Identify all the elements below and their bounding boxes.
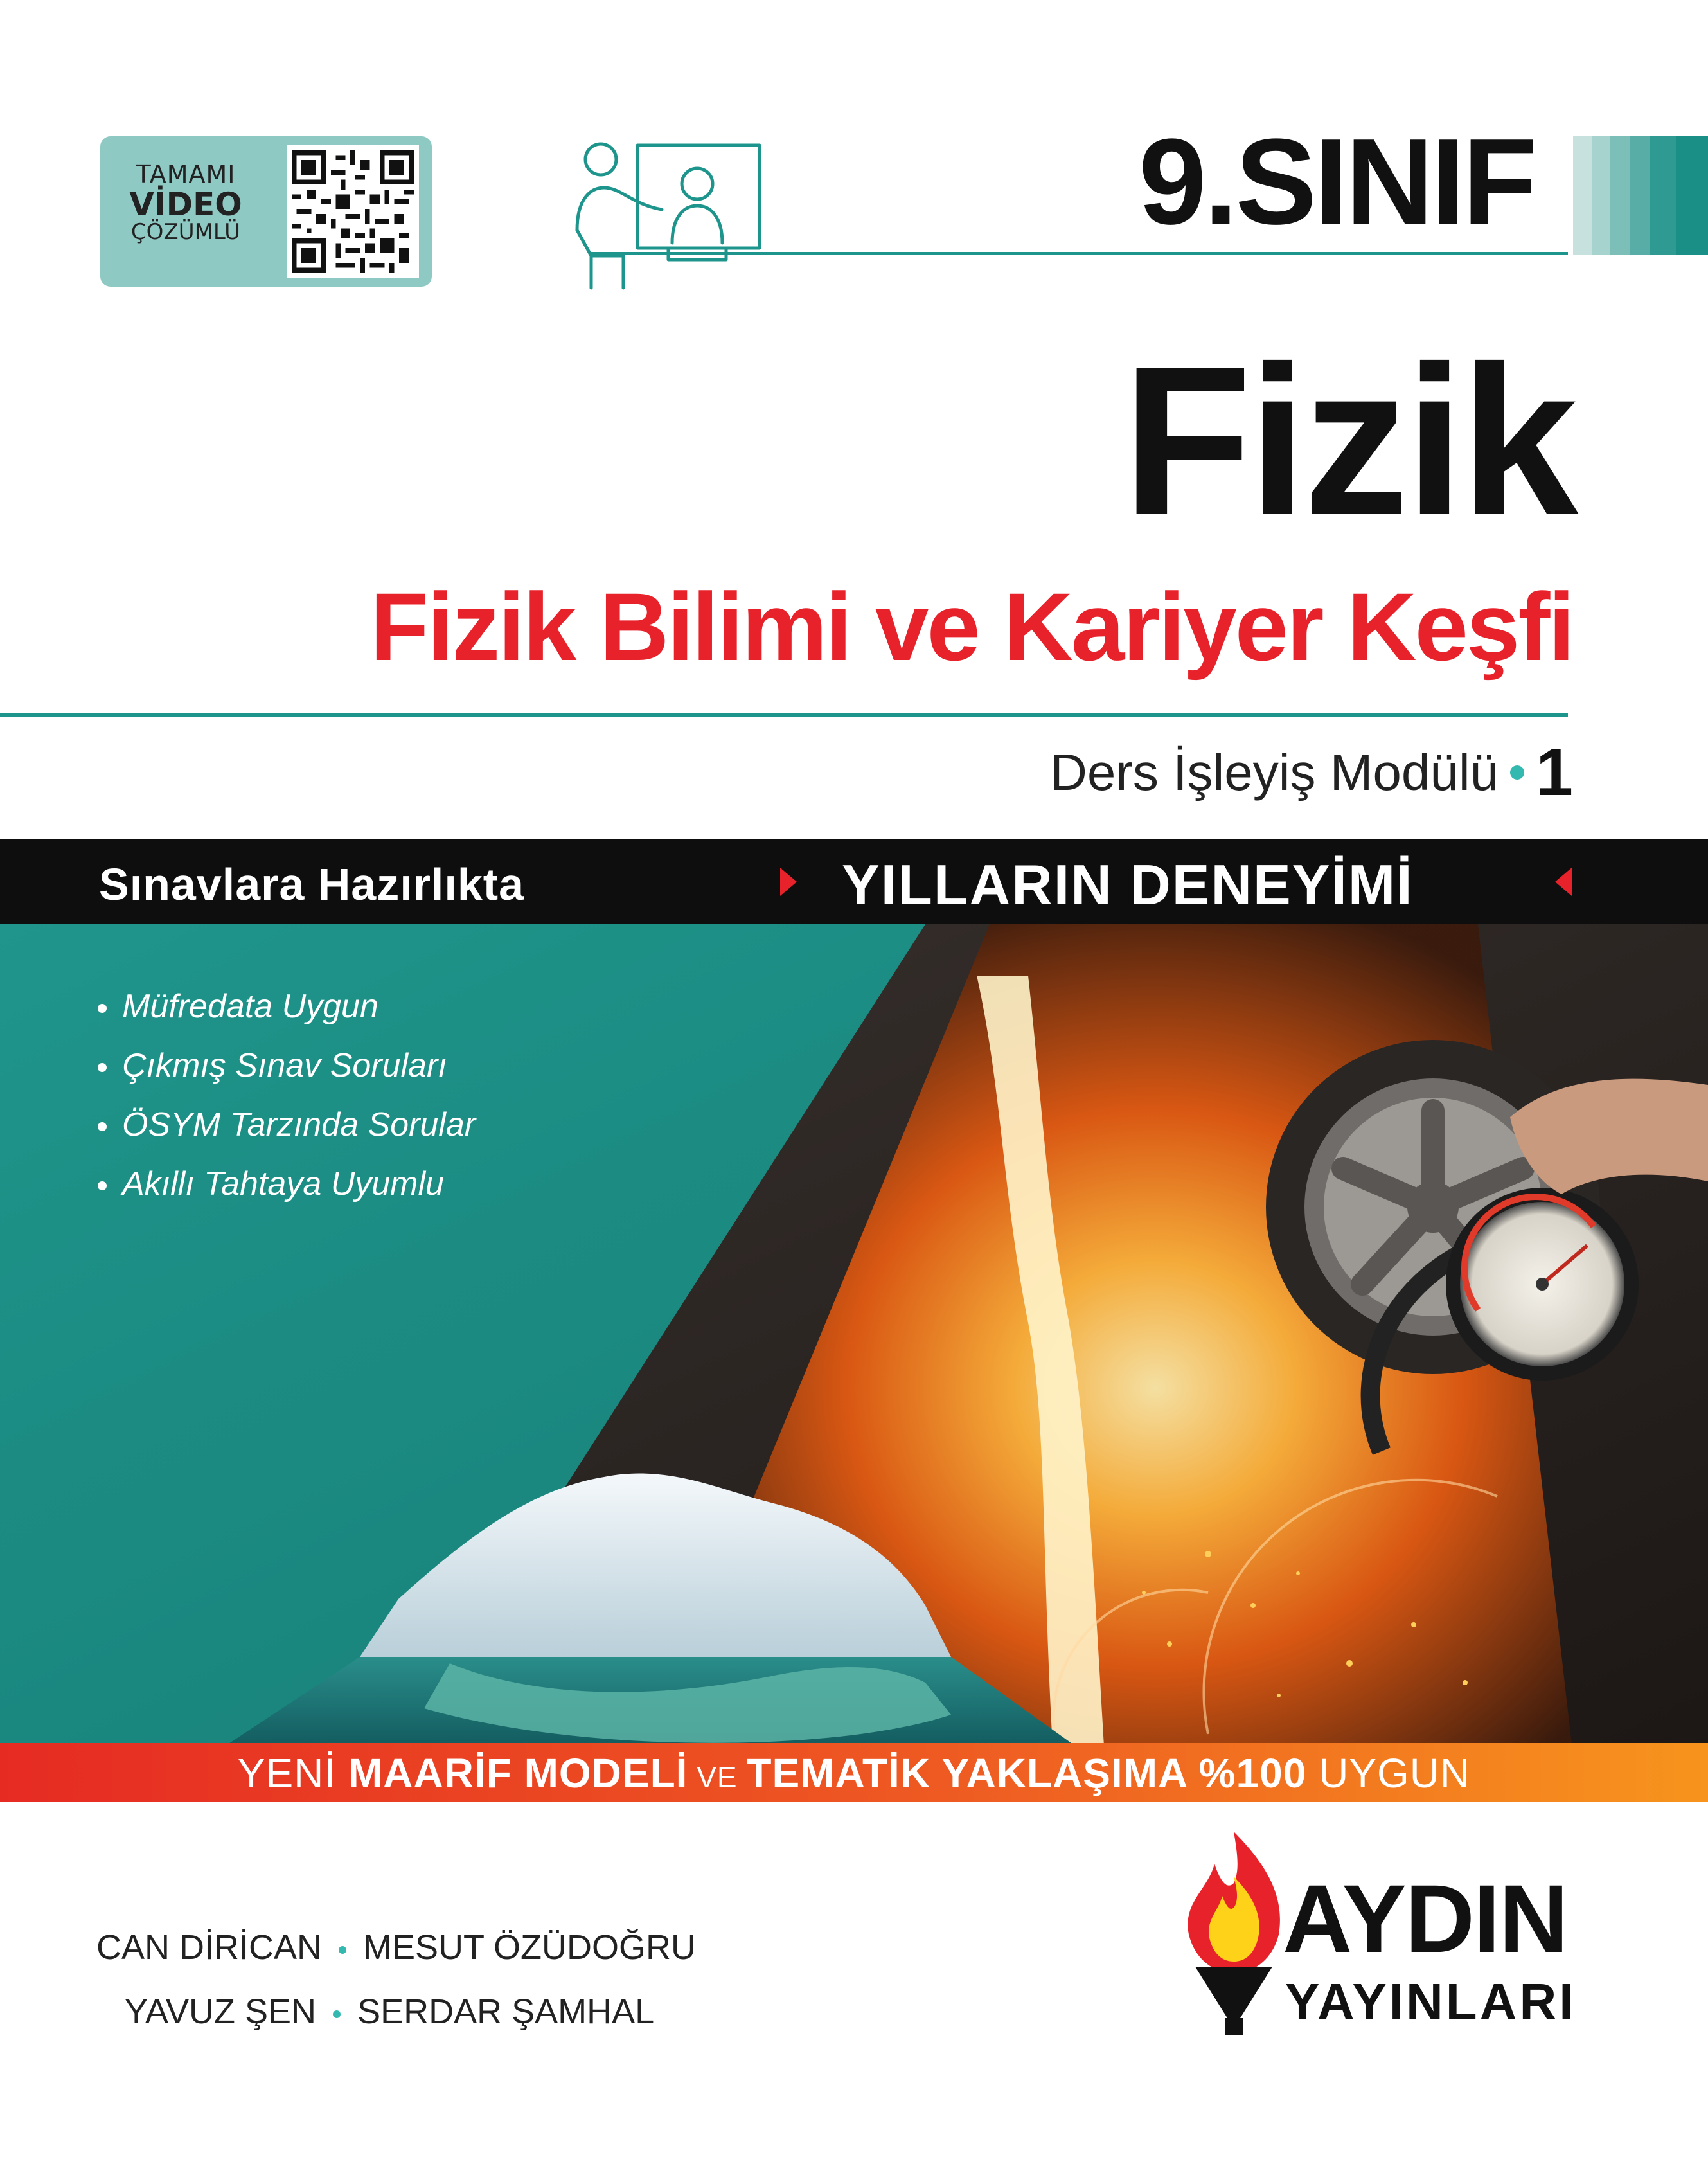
title-divider bbox=[0, 713, 1568, 717]
promo-part-4: TEMATİK YAKLAŞIMA %100 bbox=[746, 1750, 1307, 1796]
feature-list bbox=[98, 977, 476, 1213]
feature-item bbox=[98, 1095, 476, 1154]
video-solution-badge bbox=[100, 136, 432, 287]
feature-text: Müfredata Uygun bbox=[122, 988, 378, 1025]
bullet-icon bbox=[98, 1004, 107, 1013]
author-name: SERDAR ŞAMHAL bbox=[357, 1992, 655, 2031]
module-number: 1 bbox=[1536, 735, 1573, 810]
feature-item bbox=[98, 977, 476, 1036]
qr-code-icon[interactable] bbox=[287, 145, 419, 278]
author-name: CAN DİRİCAN bbox=[96, 1928, 323, 1967]
module-line bbox=[1050, 735, 1573, 810]
stripe-4 bbox=[1630, 136, 1650, 255]
badge-line-1: TAMAMI bbox=[136, 160, 236, 188]
stripe-2 bbox=[1592, 136, 1610, 255]
stripe-3 bbox=[1610, 136, 1630, 255]
author-list bbox=[96, 1915, 696, 2044]
stripe-1 bbox=[1573, 136, 1592, 255]
book-title: Fizik bbox=[1122, 321, 1574, 559]
author-name: YAVUZ ŞEN bbox=[125, 1992, 317, 2031]
module-dot-icon bbox=[1510, 765, 1524, 780]
badge-text bbox=[118, 162, 253, 244]
promo-part-1: YENİ bbox=[237, 1750, 348, 1796]
promo-text bbox=[0, 1749, 1708, 1797]
bullet-icon bbox=[98, 1063, 107, 1072]
grade-title: 9.SINIF bbox=[1138, 114, 1535, 250]
author-row-2 bbox=[96, 1980, 696, 2044]
feature-item bbox=[98, 1154, 476, 1213]
feature-item bbox=[98, 1036, 476, 1095]
top-divider bbox=[591, 252, 1568, 255]
color-stripes bbox=[1573, 136, 1708, 255]
separator-dot-icon bbox=[339, 1946, 346, 1954]
publisher-name: AYDIN bbox=[1283, 1864, 1567, 1972]
author-row-1 bbox=[96, 1915, 696, 1980]
badge-line-2: VİDEO bbox=[129, 185, 242, 223]
bullet-icon bbox=[98, 1181, 107, 1190]
separator-dot-icon bbox=[333, 2010, 341, 2018]
author-name: MESUT ÖZÜDOĞRU bbox=[363, 1928, 697, 1967]
feature-text: ÖSYM Tarzında Sorular bbox=[122, 1106, 476, 1143]
module-label: Ders İşleyiş Modülü bbox=[1050, 744, 1499, 801]
arrow-right-icon bbox=[780, 868, 797, 896]
book-subtitle: Fizik Bilimi ve Kariyer Keşfi bbox=[369, 573, 1573, 681]
feature-text: Akıllı Tahtaya Uyumlu bbox=[122, 1165, 444, 1203]
online-lesson-icon bbox=[565, 134, 771, 294]
slogan-left: Sınavlara Hazırlıkta bbox=[99, 859, 524, 909]
publisher-subtitle: YAYINLARI bbox=[1285, 1973, 1576, 2030]
bullet-icon bbox=[98, 1122, 107, 1131]
slogan-right: YILLARIN DENEYİMİ bbox=[842, 853, 1414, 917]
arrow-left-icon bbox=[1555, 868, 1572, 896]
promo-part-2: MAARİF MODELİ bbox=[348, 1750, 688, 1796]
torch-logo-icon bbox=[1170, 1825, 1298, 2037]
promo-part-3: VE bbox=[688, 1760, 747, 1794]
stripe-6 bbox=[1676, 136, 1708, 255]
feature-text: Çıkmış Sınav Soruları bbox=[122, 1047, 447, 1084]
badge-line-3: ÇÖZÜMLÜ bbox=[130, 219, 241, 246]
stripe-5 bbox=[1650, 136, 1676, 255]
promo-part-5: UYGUN bbox=[1306, 1750, 1471, 1796]
